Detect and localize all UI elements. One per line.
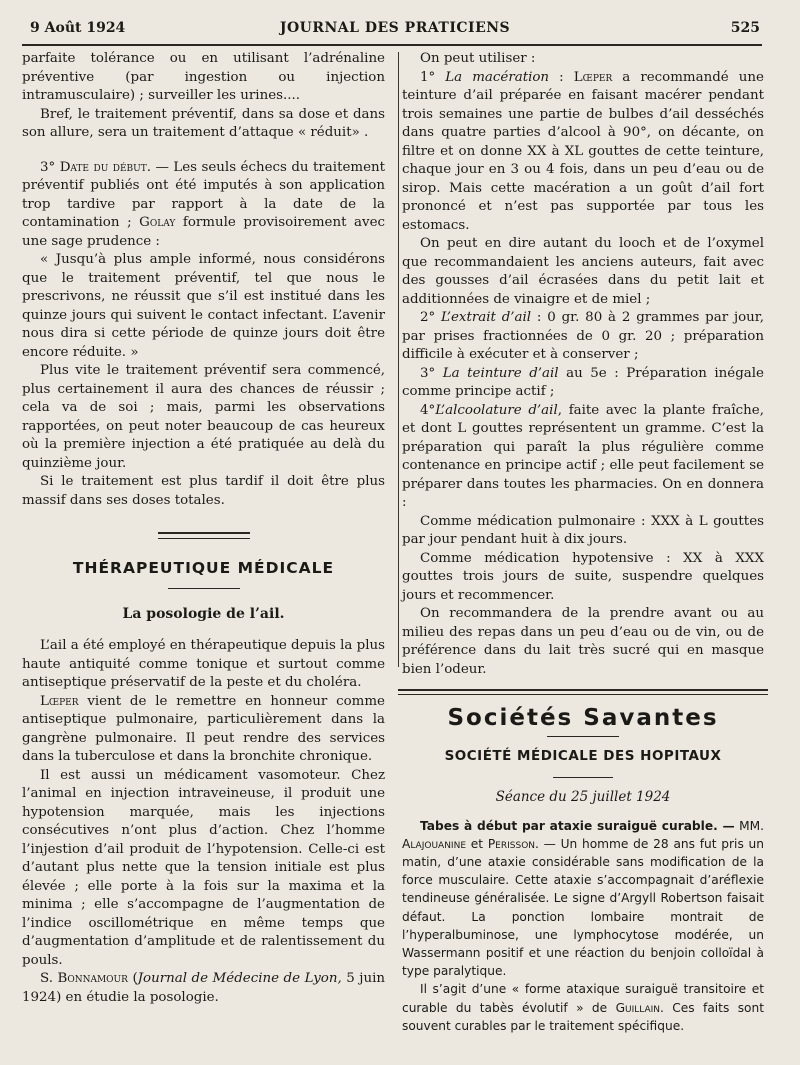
paragraph — [22, 970, 385, 1007]
paragraph: Plus vite le traitement préventif sera commencé, plus certainement il aura des chances de réussir ; cela va de soi ; mais, parmi les observations rapportées, on peut noter beaucoup de cas heureux où la première injection a été pratiquée au delà du quinzième jour. — [22, 363, 385, 471]
text-span: et — [466, 836, 488, 851]
paragraph: parfaite tolérance ou en utilisant l’adrénaline préventive (par ingestion ou injection intramusculaire) ; surveiller les urines.... — [22, 51, 385, 103]
list-item — [402, 365, 764, 402]
author-name: Guillain — [615, 1000, 661, 1015]
text-span: a recommandé une teinture d’ail préparée en faisant macérer pendant trois semaines une partie de bulbes d’ail desséchés dans quatre parties d’alcool à 90°, on décante, on filtre et on donne XX à XL gouttes de cette teinture, chaque jour en 3 ou 4 fois, dans un peu d’eau ou de sirop. Mais cette macération a un goût d’ail fort prononcé et n’est pas supportée par tous les estomacs. — [402, 69, 764, 233]
paragraph: On peut utiliser : — [420, 51, 536, 66]
author-name: Alajouanine — [402, 836, 467, 851]
page-header — [30, 20, 760, 42]
author-name: Lœper — [573, 69, 613, 85]
dosage-line: Comme médication hypotensive : XX à XXX gouttes trois jours de suite, suspendre quelques jours et recommencer. — [402, 550, 764, 603]
session-date: Séance du 25 juillet 1924 — [495, 789, 671, 805]
society-name: SOCIÉTÉ MÉDICALE DES HOPITAUX — [444, 747, 722, 764]
item-heading: La macération — [445, 69, 550, 85]
page-number: 525 — [730, 20, 760, 36]
item-number: 2° — [420, 310, 442, 325]
header-rule — [22, 44, 762, 46]
text-span: MM. — [734, 818, 764, 833]
item-number: 3° — [40, 159, 60, 175]
text-span: . Ces faits sont souvent curables par le traitement spécifique. — [402, 1000, 765, 1033]
text-span: vient de le remettre en honneur comme antiseptique pulmonaire, particulièrement dans la gangrène pulmonaire. Il peut rendre des services dans la tuberculose et dans la bronchite chronique. — [22, 693, 385, 764]
text-span: au 5e : Préparation inégale comme principe actif ; — [402, 365, 764, 399]
section-title: Sociétés Savantes — [447, 705, 719, 731]
item-number: 4° — [420, 402, 436, 418]
paragraph: On recommandera de la prendre avant ou au milieu des repas dans un peu d’eau ou de vin, ou de préférence dans du lait très sucré qui en masque bien l’odeur. — [402, 606, 764, 677]
text-span: . — Un homme de 28 ans fut pris un matin, d’une ataxie considérable sans modification de la force musculaire. Cette ataxie s’accompagnait d’aréflexie tendineuse généralisée. Le signe d’Argyll Robertson faisait défaut. La ponction lombaire montrait de l’hyperalbuminose, une lymphocytose modérée, un Wassermann positif et une réaction du benjoin colloïdal à type paralytique. — [402, 836, 764, 979]
paragraph — [22, 159, 385, 252]
paragraph: Si le traitement est plus tardif il doit être plus massif dans ses doses totales. — [22, 474, 385, 508]
text-span: Il s’agit d’une « forme ataxique suraiguë transitoire et curable du tabès évolutif » de — [402, 982, 764, 1015]
right-column — [402, 50, 764, 1035]
title-rule — [553, 777, 613, 778]
paragraph: Bref, le traitement préventif, dans sa dose et dans son allure, sera un traitement d’attaque « réduit» . — [22, 106, 385, 140]
report-paragraph — [402, 980, 764, 1035]
text-span: 5 juin 1924) en étudie la posologie. — [22, 971, 385, 1005]
item-heading: La teinture d’ail — [442, 365, 559, 381]
item-number: 3° — [420, 365, 443, 381]
journal-reference: Journal de Médecine de Lyon, — [137, 971, 342, 986]
author-name: Lœper — [40, 693, 79, 709]
text-span: : — [549, 69, 574, 85]
author-name: Bonnamour — [57, 971, 128, 986]
title-rule — [168, 588, 240, 589]
list-item — [402, 309, 764, 365]
paragraph: On peut en dire autant du looch et de l’oxymel que recommandaient les anciens auteurs, fait avec des gousses d’ail écrasées dans du petit lait et additionnées de vinaigre et de miel ; — [402, 236, 764, 307]
section-separator — [398, 689, 768, 695]
author-name: Golay — [139, 215, 176, 230]
article-title: La posologie de l’ail. — [122, 605, 285, 622]
author-name: Perisson — [487, 836, 536, 851]
text-span: — Les seuls échecs du traitement préventif publiés ont été imputés à son application trop tardive par rapport à la date de la contamination ; — [22, 159, 385, 230]
journal-title: JOURNAL DES PRATICIENS — [279, 20, 511, 36]
text-span: : 0 gr. 80 à 2 grammes par jour, par prises fractionnées de 0 gr. 20 ; préparation difficile à exécuter et à conserver ; — [402, 310, 764, 362]
section-separator — [158, 532, 250, 539]
text-span: formule provisoirement avec une sage prudence : — [22, 215, 385, 249]
issue-date: 9 Août 1924 — [30, 20, 126, 36]
report-paragraph — [402, 817, 764, 981]
item-heading: L’alcoolature d’ail — [435, 402, 558, 418]
list-item — [402, 69, 764, 236]
report — [402, 817, 764, 1035]
quotation: « Jusqu’à plus ample informé, nous considérons que le traitement préventif, tel que nous le prescrivons, ne réussit que s’il est institué dans les quinze jours qui suivent le contact infectant. L’avenir nous dira si cette période de quinze jours doit être encore réduite. » — [22, 252, 385, 360]
text-span: , faite avec la plante fraîche, et dont L gouttes représentent un gramme. C’est la préparation qui paraît la plus régulière comme contenance en principe actif ; elle peut facilement se préparer dans toutes les pharmacies. On en donnera : — [402, 402, 764, 510]
dosage-line: Comme médication pulmonaire : XXX à L gouttes par jour pendant huit à dix jours. — [402, 513, 764, 547]
paragraph: L’ail a été employé en thérapeutique depuis la plus haute antiquité comme tonique et surtout comme antiseptique préservatif de la peste et du choléra. — [22, 638, 386, 690]
paragraph — [22, 693, 385, 767]
list-item — [402, 402, 764, 513]
title-rule — [547, 736, 619, 737]
left-column — [22, 50, 385, 1007]
item-number: 1° — [420, 69, 446, 85]
subsection-heading: Date du début. — [59, 159, 151, 175]
text-span: S. — [40, 971, 58, 986]
column-divider — [398, 52, 399, 667]
section-title: THÉRAPEUTIQUE MÉDICALE — [72, 559, 335, 577]
report-title: Tabes à début par ataxie suraiguë curable. — — [420, 818, 735, 833]
text-span: ( — [127, 971, 138, 986]
paragraph: Il est aussi un médicament vasomoteur. Chez l’animal en injection intraveineuse, il produit une hypotension marquée, mais les injections consécutives n’ont plus d’action. Chez l’homme l’injestion d’ail produit de l’hypotension. Celle-ci est d’autant plus nette que la tension initiale est plus élevée ; elle porte à la fois sur la maxima et la minima ; elle s’accompagne de l’augmentation de l’indice oscillométrique en même temps que d’augmentation d’amplitude et de ralentissement du pouls. — [22, 767, 385, 968]
item-heading: L’extrait d’ail — [441, 310, 532, 325]
